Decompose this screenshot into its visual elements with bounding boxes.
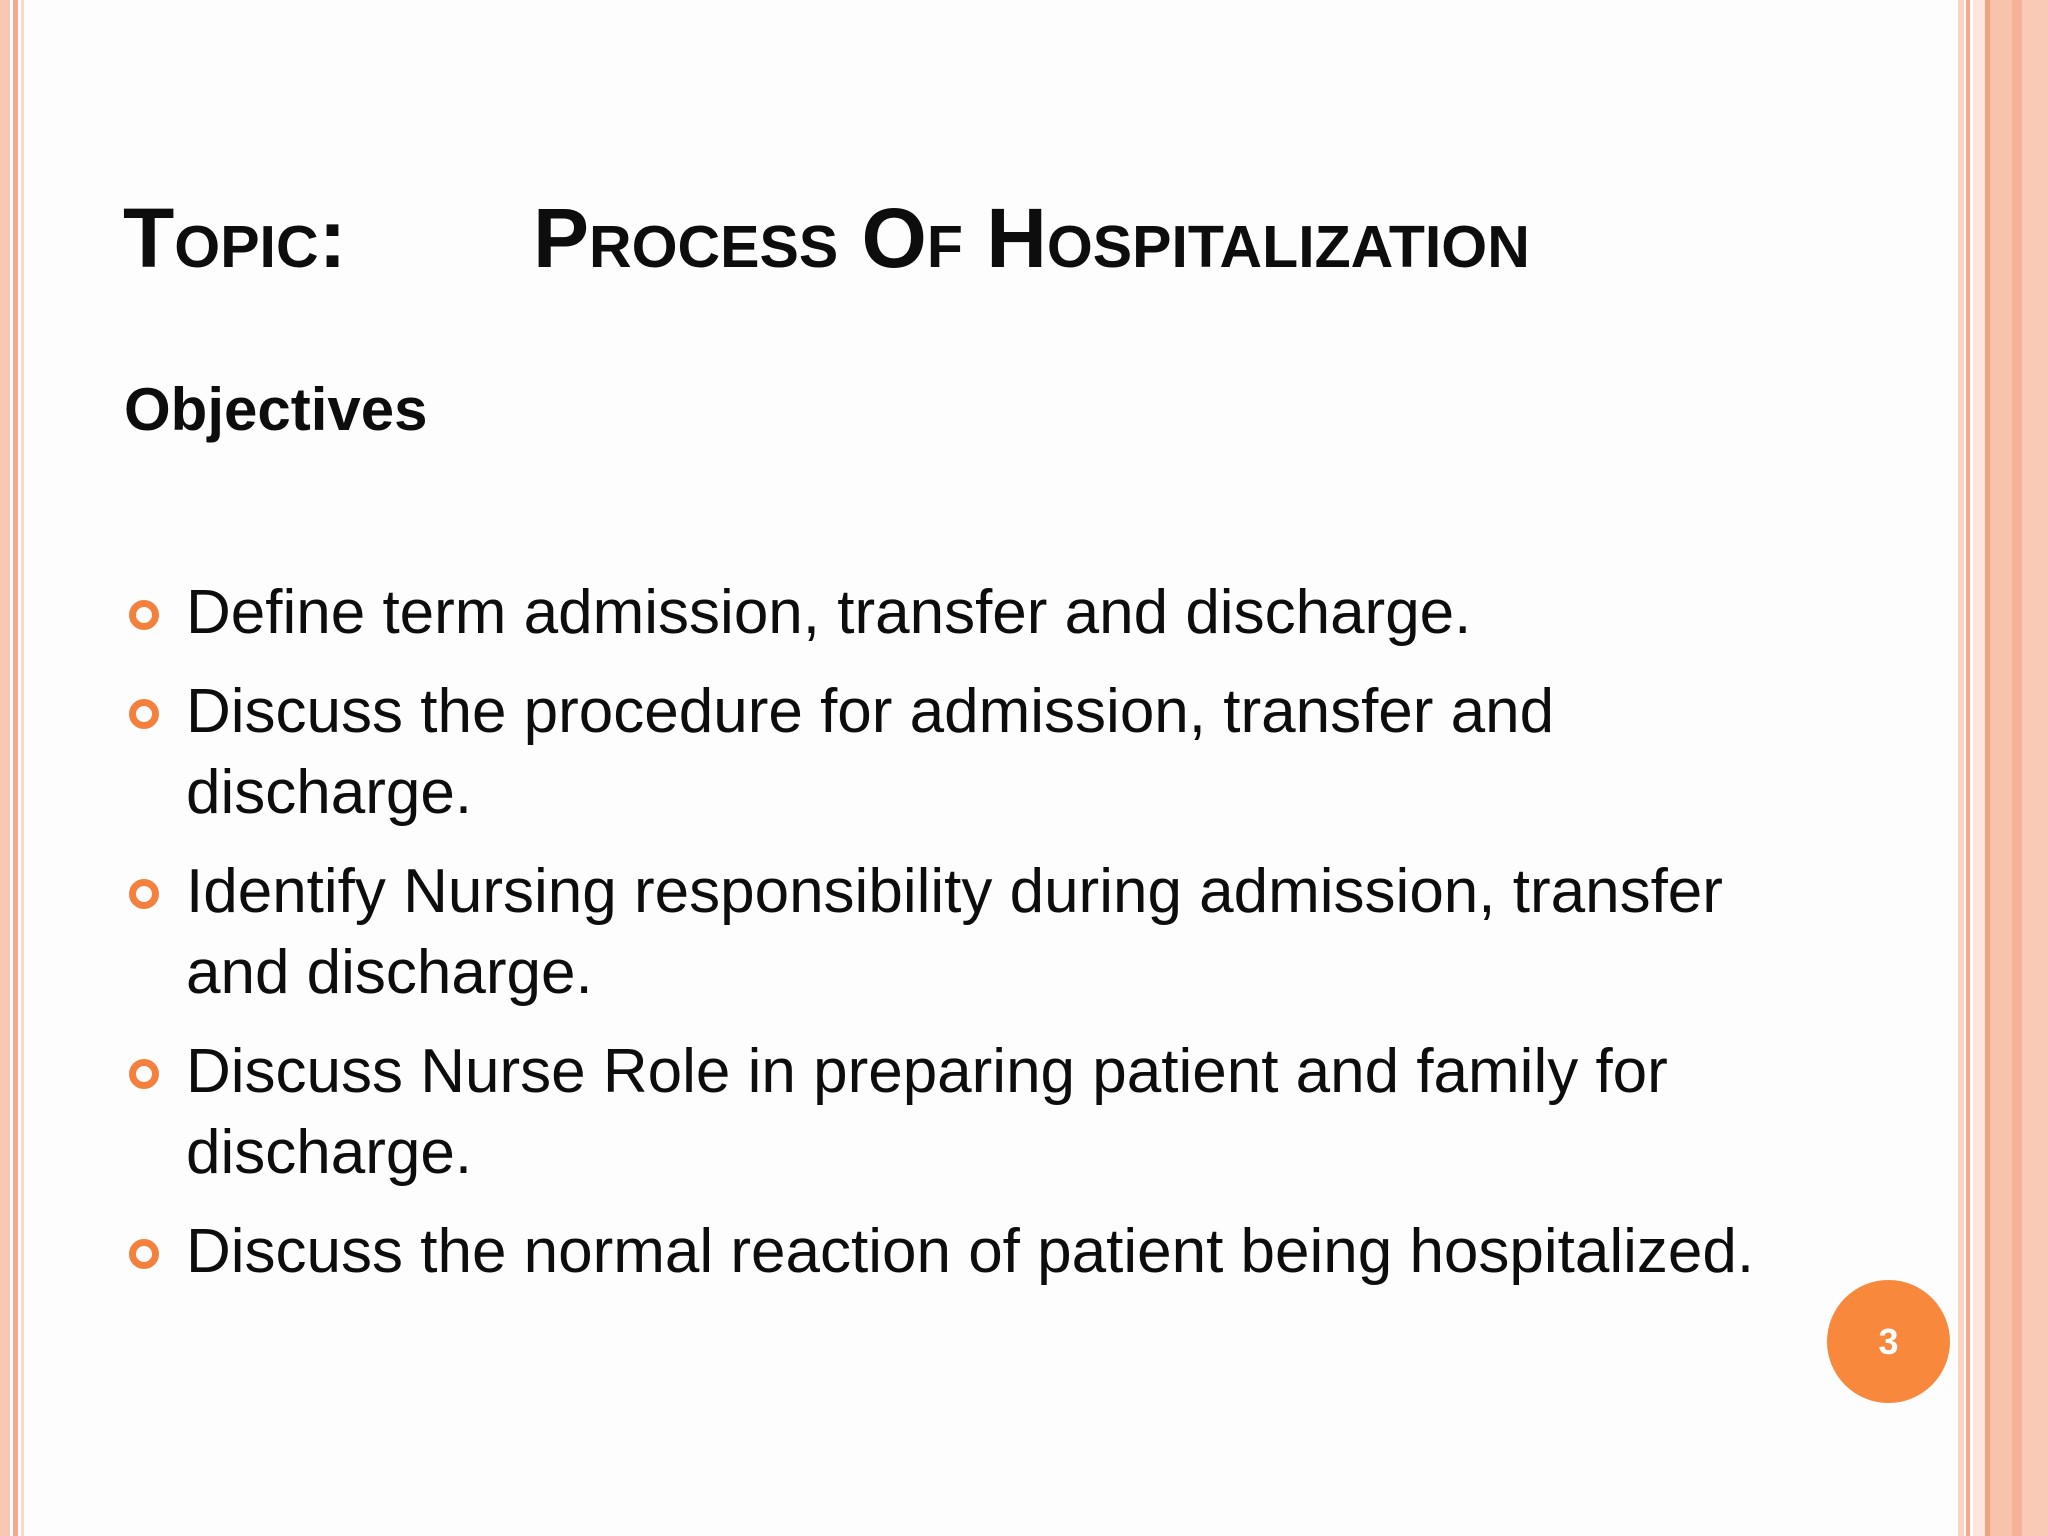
hollow-circle-bullet-icon (129, 699, 159, 729)
title-label: Topic: (123, 191, 347, 285)
right-border-stripe (1990, 0, 2012, 1536)
slide-title (123, 191, 1530, 285)
right-border-stripe (1973, 0, 1985, 1536)
objective-text: Define term admission, transfer and discharge. (186, 578, 1472, 647)
left-border-stripe (21, 0, 24, 1536)
objective-item (125, 671, 1805, 833)
objective-item (125, 1211, 1805, 1292)
hollow-circle-bullet-icon (129, 1059, 159, 1089)
title-text: Process Of Hospitalization (533, 191, 1530, 285)
left-border-stripe (0, 0, 10, 1536)
objective-text: Identify Nursing responsibility during admission, transfer and discharge. (186, 857, 1723, 1007)
left-border-stripe (13, 0, 18, 1536)
hollow-circle-bullet-icon (129, 1239, 159, 1269)
right-border-stripe (2012, 0, 2022, 1536)
right-border-stripe (1958, 0, 1964, 1536)
objective-item (125, 851, 1805, 1013)
objective-item (125, 1031, 1805, 1193)
objectives-heading: Objectives (124, 376, 428, 443)
hollow-circle-bullet-icon (129, 600, 159, 630)
page-number-badge: 3 (1827, 1280, 1950, 1403)
objective-text: Discuss the procedure for admission, transfer and discharge. (186, 677, 1555, 827)
right-border-stripe (2022, 0, 2048, 1536)
objective-text: Discuss Nurse Role in preparing patient and family for discharge. (186, 1037, 1668, 1187)
objectives-list (125, 572, 1805, 1310)
objective-text: Discuss the normal reaction of patient being hospitalized. (186, 1217, 1755, 1286)
right-border-stripe (1966, 0, 1970, 1536)
hollow-circle-bullet-icon (129, 879, 159, 909)
objective-item (125, 572, 1805, 653)
